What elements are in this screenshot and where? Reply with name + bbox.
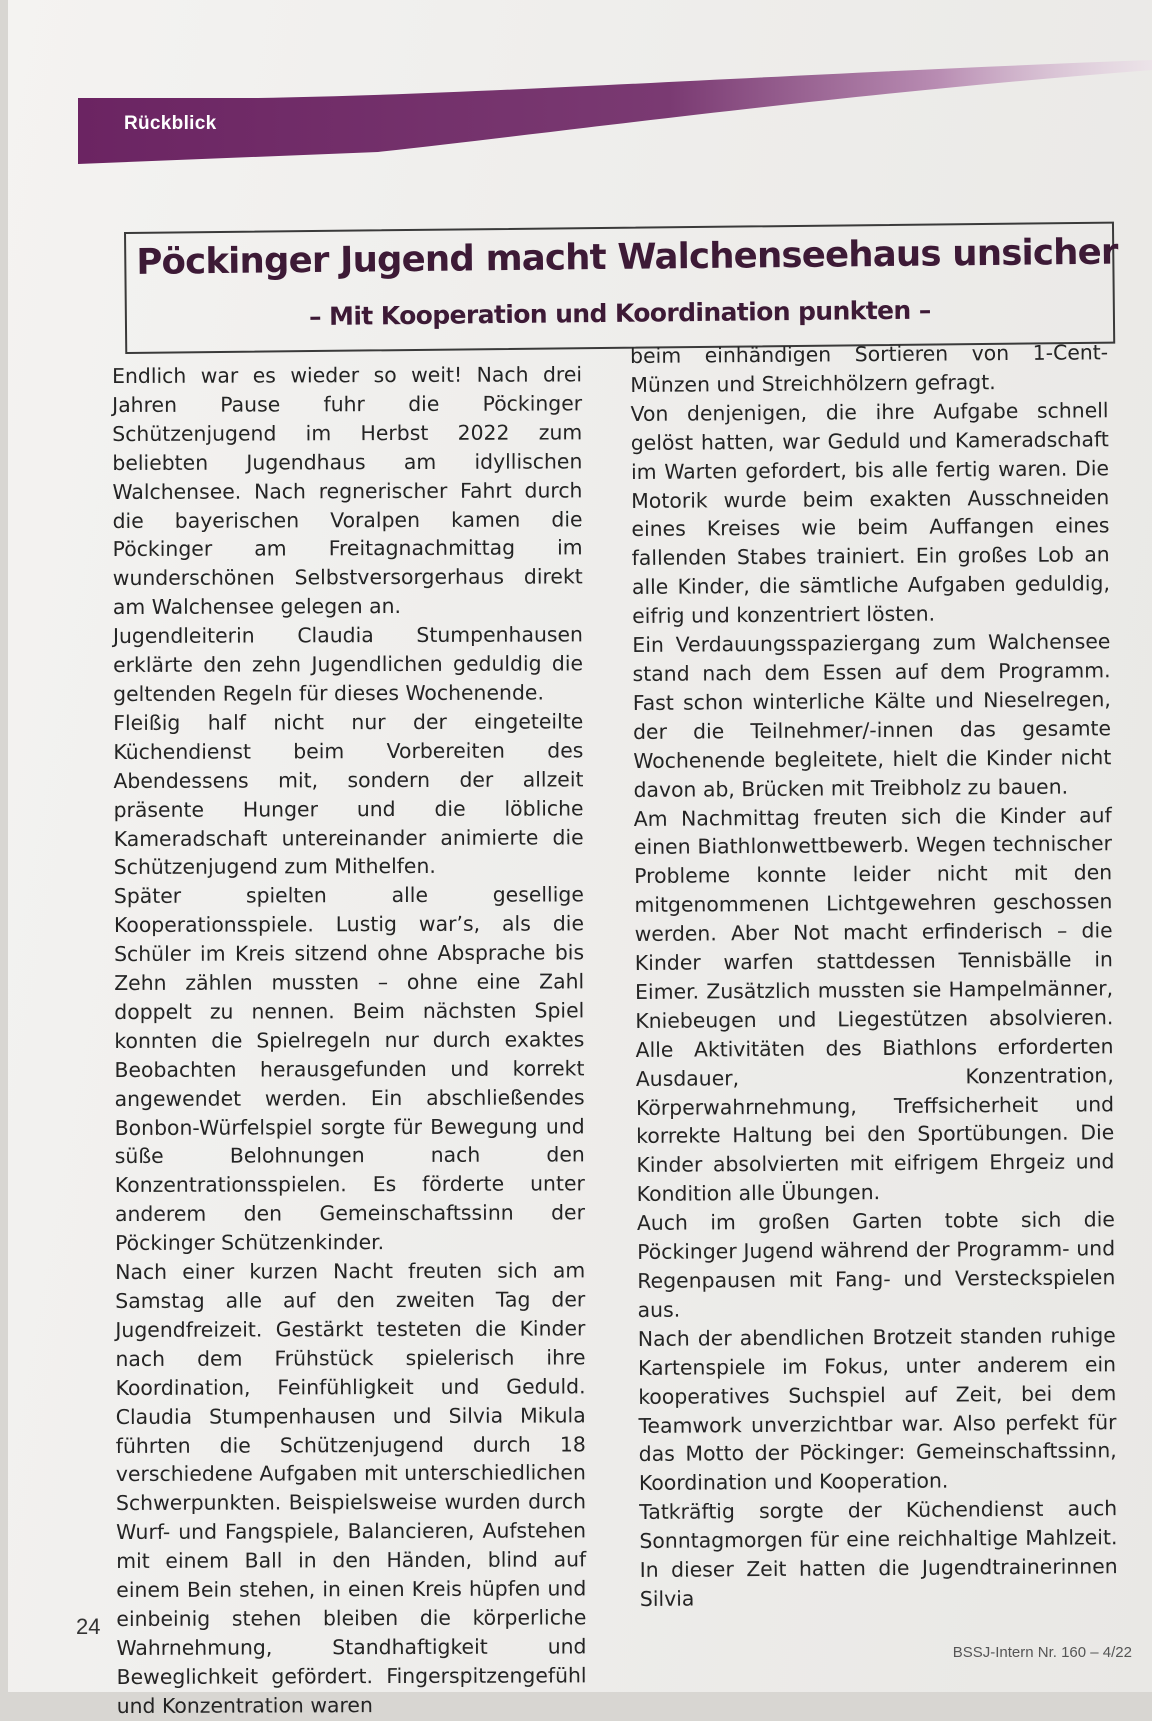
section-label: Rückblick [124,113,217,134]
paragraph: beim einhändigen Sortieren von 1-Cent-Münzen und Streichhölzern gefragt. [630,340,1109,397]
paragraph: Endlich war es wieder so weit! Nach drei Jahren Pause fuhr die Pöckinger Schützenjugend im Herbst 2022 zum beliebten Jugendhaus am idyllischen Walchensee. Nach regnerischer Fahrt durch die bayerischen Voralpen kamen die Pöckinger am Freitagnachmittag im wunderschönen Selbstversorgerhaus direkt am Walchensee gelegen an. [112,362,583,620]
right-text-column [630,338,1118,1614]
paragraph: Von denjenigen, die ihre Aufgabe schnell gelöst hatten, war Geduld und Kameradschaft im Warten gefordert, bis alle fertig waren. Die Motorik wurde beim exakten Ausschneiden eines Kreises wie beim Auffangen eines fallenden Stabes trainiert. Ein großes Lob an alle Kinder, die sämtliche Aufgaben geduldig, eifrig und konzentriert lösten. [630,398,1111,629]
paragraph: Später spielten alle gesellige Kooperationsspiele. Lustig war’s, als die Schüler im Kreis sitzend ohne Absprache bis Zehn zählen mussten – ohne eine Zahl doppelt zu nennen. Beim nächsten Spiel konnten die Spielregeln nur durch exaktes Beobachten herausgefunden und korrekt angewendet werden. Ein abschließendes Bonbon-Würfelspiel sorgte für Bewegung und süße Belohnungen nach den Konzentrationsspielen. Es förderte unter anderem den Gemeinschaftssinn der Pöckinger Schützenkinder. [113,882,586,1256]
paragraph: Am Nachmittag freuten sich die Kinder auf einen Biathlonwettbewerb. Wegen technischer Probleme konnte leider nicht mit den mitgenommenen Lichtgewehren geschossen werden. Aber Not macht erfinderisch – die Kinder warfen stattdessen Tennisbälle in Eimer. Zusätzlich mussten sie Hampelmänner, Kniebeugen und Liegestützen absolvieren. Alle Aktivitäten des Biathlons erforderten Ausdauer, Konzentration, Körperwahrnehmung, Treffsicherheit und korrekte Haltung bei den Sportübungen. Die Kinder absolvierten mit eifrigem Ehrgeiz und Kondition alle Übungen. [633,802,1115,1207]
article-title: Pöckinger Jugend macht Walchenseehaus unsicher [136,231,1118,283]
paragraph: Ein Verdauungsspaziergang zum Walchensee stand nach dem Essen auf dem Programm. Fast schon winterliche Kälte und Nieselregen, der die Teilnehmer/-innen das gesamte Wochenende begleitete, hielt die Kinder nicht davon ab, Brücken mit Treibholz zu bauen. [632,629,1112,802]
paragraph: Jugendleiterin Claudia Stumpenhausen erklärte den zehn Jugendlichen geduldig die geltenden Regeln für dieses Wochenende. [112,622,584,706]
paragraph: Nach einer kurzen Nacht freuten sich am Samstag alle auf den zweiten Tag der Jugendfreizeit. Gestärkt testeten die Kinder nach dem Frühstück spielerisch ihre Koordination, Feinfühligkeit und Geduld. Claudia Stumpenhausen und Silvia Mikula führten die Schützenjugend durch 18 verschiedene Aufgaben mit unterschiedlichen Schwerpunkten. Beispielsweise wurden durch Wurf- und Fangspiele, Balancieren, Aufstehen mit einem Ball in den Händen, blind auf einem Bein stehen, in einen Kreis hüpfen und einbeinig stehen bleiben die körperliche Wahrnehmung, Standhaftigkeit und Beweglichkeit gefördert. Fingerspitzengefühl und Konzentration waren [115,1258,587,1718]
page-number: 24 [76,1614,101,1639]
paragraph: Auch im großen Garten tobte sich die Pöckinger Jugend während der Programm- und Regenpausen mit Fang- und Versteckspielen aus. [636,1207,1116,1322]
paragraph: Nach der abendlichen Brotzeit standen ruhige Kartenspiele im Fokus, unter anderem ein kooperatives Suchspiel auf Zeit, bei dem Teamwork unverzichtbar war. Also perfekt für das Motto der Pöckinger: Gemeinschaftssinn, Koordination und Kooperation. [637,1323,1117,1496]
publication-info: BSSJ-Intern Nr. 160 – 4/22 [952,1644,1132,1661]
magazine-page [8,0,1152,1718]
paragraph: Fleißig half nicht nur der eingeteilte Küchendienst beim Vorbereiten des Abendessens mit, sondern der allzeit präsente Hunger und die löbliche Kameradschaft untereinander animierte die Schützenjugend zum Mithelfen. [113,709,584,880]
article-subtitle: – Mit Kooperation und Koordination punkten – [308,295,931,332]
header-swoosh-graphic [78,60,1152,164]
paragraph: Tatkräftig sorgte der Küchendienst auch Sonntagmorgen für eine reichhaltige Mahlzeit. In dieser Zeit hatten die Jugendtrainerinnen Silvia [639,1496,1118,1611]
section-header-band [78,60,1152,164]
left-text-column [112,360,587,1720]
title-box [124,222,1118,354]
